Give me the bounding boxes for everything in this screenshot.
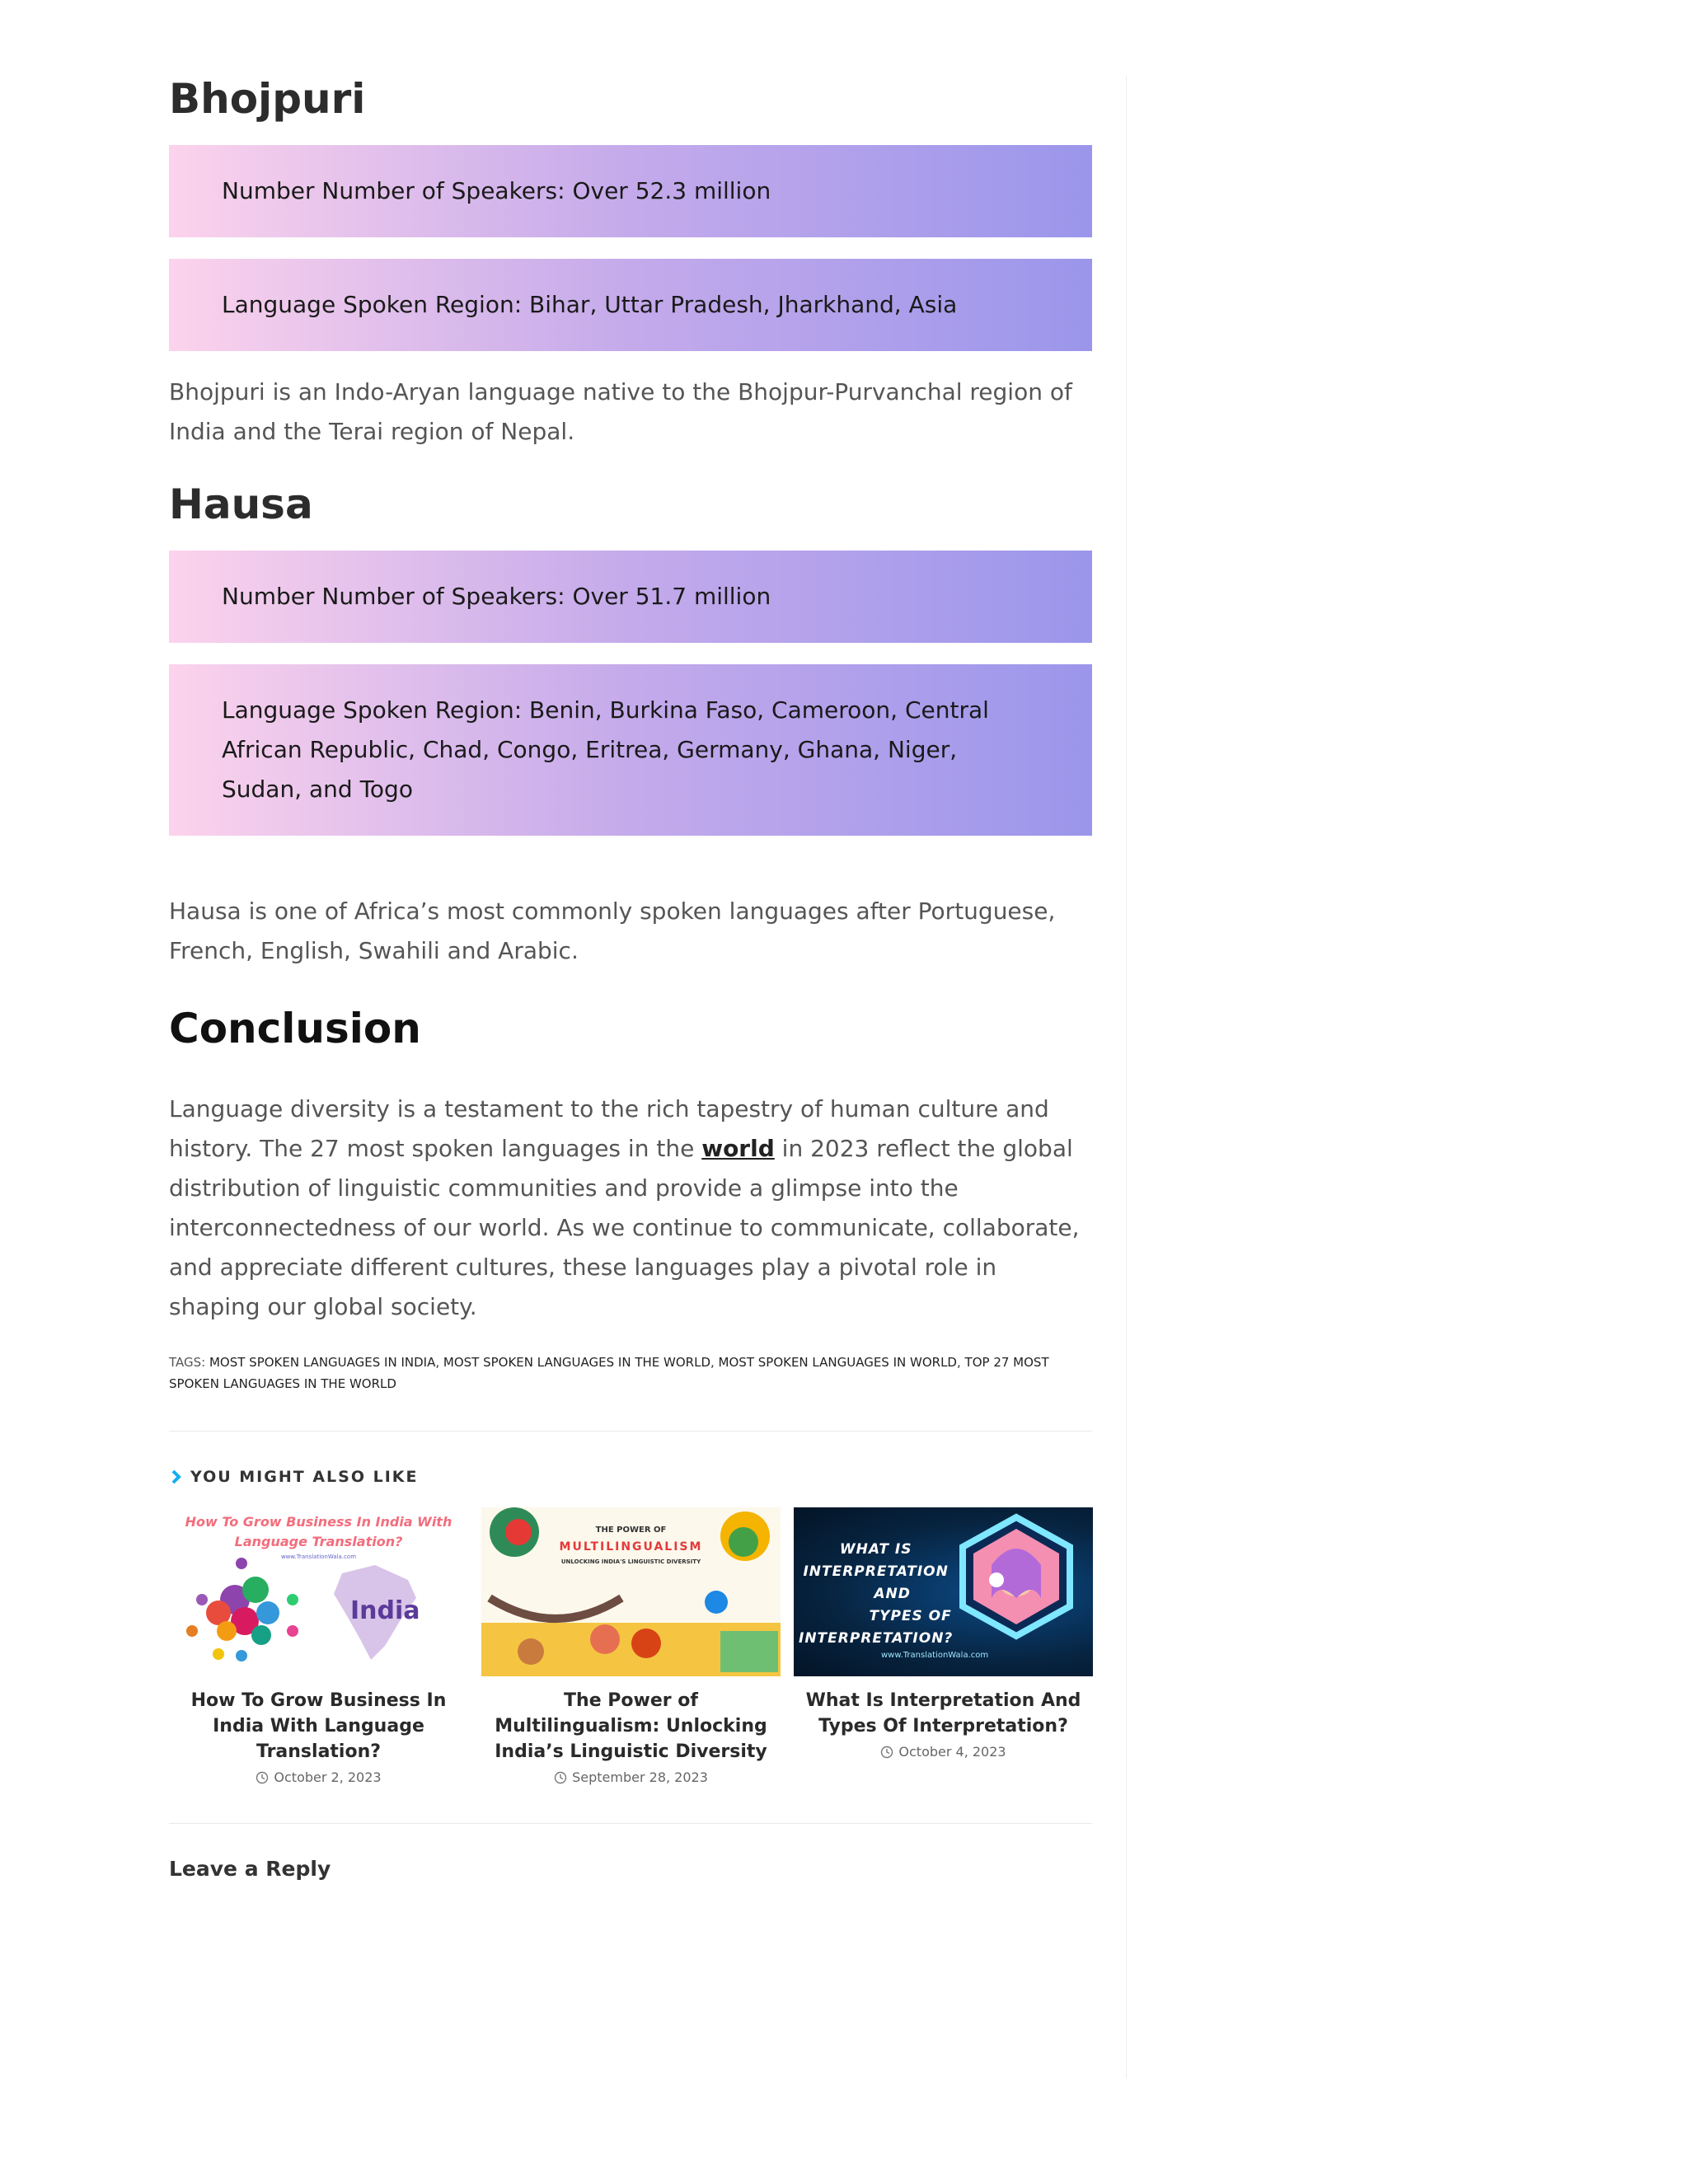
conclusion-paragraph xyxy=(169,1090,1092,1327)
thumbnail-big-title: MULTILINGUALISM xyxy=(559,1540,703,1554)
thumbnail-line: WHAT IS xyxy=(839,1541,912,1558)
speakers-box-bhojpuri: Number Number of Speakers: Over 52.3 million xyxy=(169,145,1092,237)
related-post-card xyxy=(169,1507,468,1785)
chevron-right-icon xyxy=(169,1468,184,1486)
tag-link[interactable]: MOST SPOKEN LANGUAGES IN THE WORLD xyxy=(443,1355,710,1370)
section-heading-bhojpuri: Bhojpuri xyxy=(169,75,366,123)
related-post-date xyxy=(794,1744,1093,1760)
thumbnail-line: TYPES OF xyxy=(869,1608,952,1624)
leave-reply-heading: Leave a Reply xyxy=(169,1857,331,1881)
related-post-date-text: October 4, 2023 xyxy=(898,1744,1006,1760)
thumbnail-text xyxy=(799,1539,953,1650)
thumbnail-line: AND xyxy=(874,1586,911,1602)
region-box-hausa: Language Spoken Region: Benin, Burkina Faso, Cameroon, Central African Republic, Chad, Congo, Eritrea, Germany, Ghana, Niger, Sudan, and Togo xyxy=(169,664,1092,836)
related-post-thumbnail[interactable] xyxy=(481,1507,781,1676)
speakers-box-hausa: Number Number of Speakers: Over 51.7 million xyxy=(169,551,1092,643)
divider xyxy=(169,1431,1092,1432)
related-post-title[interactable]: The Power of Multilingualism: Unlocking India’s Linguistic Diversity xyxy=(495,1690,767,1762)
conclusion-text-before: Language diversity is a testament to the rich tapestry of human culture and history. The 27 most spoken languages in the xyxy=(169,1095,1049,1162)
thumbnail-site: www.TranslationWala.com xyxy=(881,1651,989,1660)
divider xyxy=(169,1823,1092,1824)
sidebar-divider xyxy=(1126,76,1127,2079)
related-post-date-text: September 28, 2023 xyxy=(572,1769,708,1785)
related-post-date xyxy=(169,1769,468,1785)
description-bhojpuri: Bhojpuri is an Indo-Aryan language native to the Bhojpur-Purvanchal region of India and the Terai region of Nepal. xyxy=(169,378,1072,445)
related-post-date xyxy=(481,1769,781,1785)
clock-icon xyxy=(256,1771,269,1784)
related-post-thumbnail[interactable] xyxy=(794,1507,1093,1676)
conclusion-text-after: in 2023 reflect the global distribution of linguistic communities and provide a glimpse into the interconnectedness of our world. As we continue to communicate, collaborate, and appreciate different cultures, these languages play a pivotal role in shaping our global society. xyxy=(169,1135,1080,1320)
thumbnail-small-title: THE POWER OF xyxy=(595,1526,667,1535)
tags-label: TAGS: xyxy=(169,1355,206,1370)
thumbnail-line: INTERPRETATION? xyxy=(799,1630,954,1647)
related-post-title[interactable]: What Is Interpretation And Types Of Interpretation? xyxy=(805,1690,1081,1736)
related-post-date-text: October 2, 2023 xyxy=(274,1769,382,1785)
region-box-bhojpuri: Language Spoken Region: Bihar, Uttar Pradesh, Jharkhand, Asia xyxy=(169,259,1092,351)
thumbnail-label: India xyxy=(350,1596,420,1625)
clock-icon xyxy=(880,1746,893,1759)
conclusion-heading: Conclusion xyxy=(169,1005,421,1052)
related-post-card xyxy=(481,1507,781,1785)
related-post-card xyxy=(794,1507,1093,1785)
tag-link[interactable]: TOP 27 MOST SPOKEN LANGUAGES IN THE WORLD xyxy=(169,1355,1049,1391)
article-content xyxy=(169,74,1092,1881)
thumbnail-subtitle: UNLOCKING INDIA'S LINGUISTIC DIVERSITY xyxy=(560,1558,701,1565)
post-tags: TAGS: MOST SPOKEN LANGUAGES IN INDIA, MOST SPOKEN LANGUAGES IN THE WORLD, MOST SPOKEN LANGUAGES IN WORLD, TOP 27 MOST SPOKEN LANGUAGES IN THE WORLD xyxy=(169,1355,1049,1391)
related-post-thumbnail[interactable] xyxy=(169,1507,468,1676)
thumbnail-heading: How To Grow Business In India With Language Translation? xyxy=(185,1514,452,1549)
language-bubbles-icon xyxy=(169,1507,468,1676)
related-posts-list xyxy=(169,1507,1092,1785)
tag-link[interactable]: MOST SPOKEN LANGUAGES IN WORLD xyxy=(718,1355,957,1370)
world-link[interactable]: world xyxy=(701,1135,775,1162)
description-hausa: Hausa is one of Africa’s most commonly spoken languages after Portuguese, French, English, Swahili and Arabic. xyxy=(169,898,1056,964)
related-posts-title xyxy=(169,1468,1092,1486)
related-posts-title-text: YOU MIGHT ALSO LIKE xyxy=(190,1468,419,1486)
thumbnail-line: INTERPRETATION xyxy=(803,1563,949,1580)
section-heading-hausa: Hausa xyxy=(169,480,313,528)
thumbnail-site: www.TranslationWala.com xyxy=(280,1554,357,1560)
related-post-title[interactable]: How To Grow Business In India With Language Translation? xyxy=(190,1690,447,1762)
tag-link[interactable]: MOST SPOKEN LANGUAGES IN INDIA xyxy=(209,1355,436,1370)
clock-icon xyxy=(554,1771,567,1784)
